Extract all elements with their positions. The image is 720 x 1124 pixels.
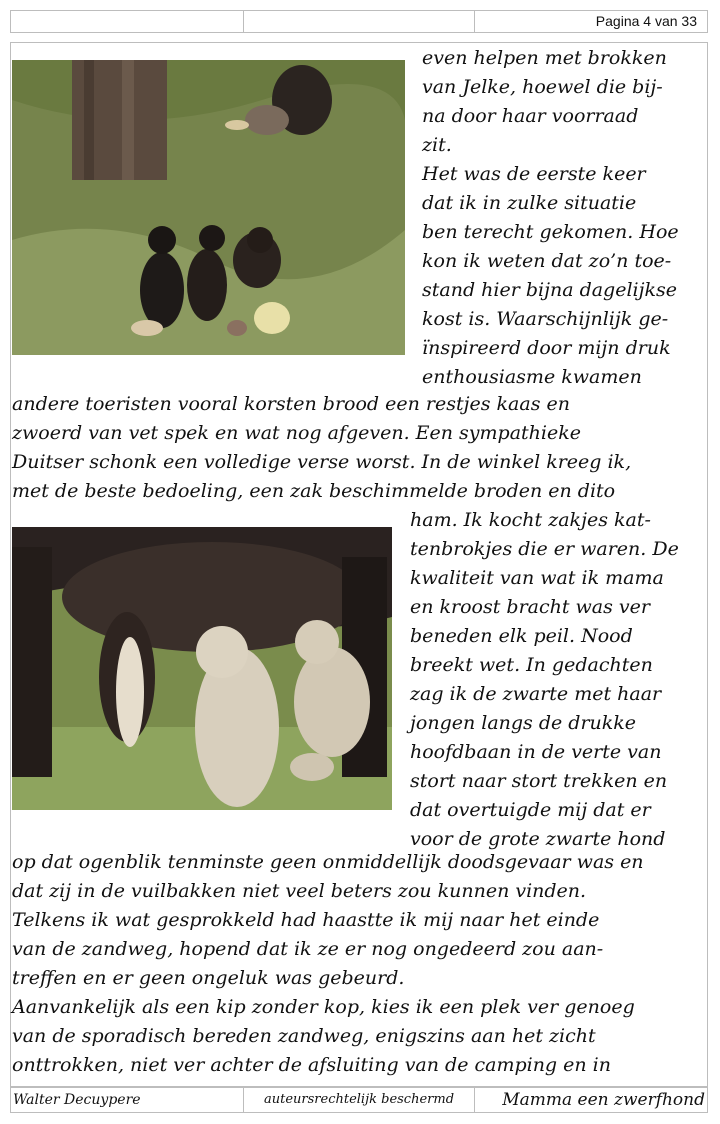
text-line: dat zij in de vuilbakken niet veel beters zou kunnen vinden.: [12, 880, 587, 902]
text-line: en kroost bracht was ver: [410, 596, 650, 618]
text-line: ïnspireerd door mijn druk: [422, 337, 671, 359]
text-line: Het was de eerste keer: [422, 163, 646, 185]
text-line: stort naar stort trekken en: [410, 770, 668, 792]
text-line: beneden elk peil. Nood: [410, 625, 633, 647]
page-footer: [10, 1087, 708, 1113]
text-line: zag ik de zwarte met haar: [410, 683, 662, 705]
page-header: [10, 10, 708, 33]
text-line: Telkens ik wat gesprokkeld had haastte ik mij naar het einde: [12, 909, 600, 931]
text-line: stand hier bijna dagelijkse: [422, 279, 678, 301]
text-block-beside-second-photo: [410, 506, 679, 854]
footer-author: Walter Decuypere: [11, 1088, 244, 1112]
text-line: enthousiasme kwamen: [422, 366, 642, 388]
text-line: andere toeristen vooral korsten brood een restjes kaas en: [12, 393, 570, 415]
text-line: kwaliteit van wat ik mama: [410, 567, 664, 589]
text-line: zit.: [422, 134, 452, 156]
text-line: treffen en er geen ongeluk was gebeurd.: [12, 967, 405, 989]
text-line: van Jelke, hoewel die bij-: [422, 76, 663, 98]
text-line: zwoerd van vet spek en wat nog afgeven. Een sympathieke: [12, 422, 581, 444]
text-line: tenbrokjes die er waren. De: [410, 538, 679, 560]
text-line: Duitser schonk een volledige verse worst. In de winkel kreeg ik,: [12, 451, 632, 473]
text-block-full-width-1: [12, 390, 631, 506]
footer-copyright: auteursrechtelijk beschermd: [244, 1088, 475, 1112]
text-line: Aanvankelijk als een kip zonder kop, kies ik een plek ver genoeg: [12, 996, 635, 1018]
text-line: hoofdbaan in de verte van: [410, 741, 662, 763]
text-line: ham. Ik kocht zakjes kat-: [410, 509, 651, 531]
text-line: voor de grote zwarte hond: [410, 828, 666, 850]
text-line: op dat ogenblik tenminste geen onmiddellijk doodsgevaar was en: [12, 851, 644, 873]
text-line: kon ik weten dat zo’n toe-: [422, 250, 672, 272]
footer-book-title: Mamma een zwerfhond: [502, 1090, 705, 1110]
text-line: van de sporadisch bereden zandweg, enigszins aan het zicht: [12, 1025, 596, 1047]
text-line: jongen langs de drukke: [410, 712, 637, 734]
text-line: breekt wet. In gedachten: [410, 654, 653, 676]
header-cell-left: [11, 11, 244, 32]
text-line: dat ik in zulke situatie: [422, 192, 637, 214]
text-block-full-width-2: [12, 848, 644, 1080]
text-line: na door haar voorraad: [422, 105, 639, 127]
text-line: ben terecht gekomen. Hoe: [422, 221, 679, 243]
text-line: kost is. Waarschijnlijk ge-: [422, 308, 669, 330]
page-number-label: Pagina 4 van 33: [595, 13, 697, 29]
header-cell-middle: [244, 11, 475, 32]
text-line: met de beste bedoeling, een zak beschimmelde broden en dito: [12, 480, 616, 502]
puppies-nursing-photo: [12, 527, 392, 810]
text-line: even helpen met brokken: [422, 47, 667, 69]
text-line: van de zandweg, hopend dat ik ze er nog ongedeerd zou aan-: [12, 938, 604, 960]
text-line: onttrokken, niet ver achter de afsluiting van de camping en in: [12, 1054, 611, 1076]
puppies-in-grass-photo: [12, 60, 405, 355]
text-line: dat overtuigde mij dat er: [410, 799, 651, 821]
text-block-beside-first-photo: [422, 44, 679, 392]
